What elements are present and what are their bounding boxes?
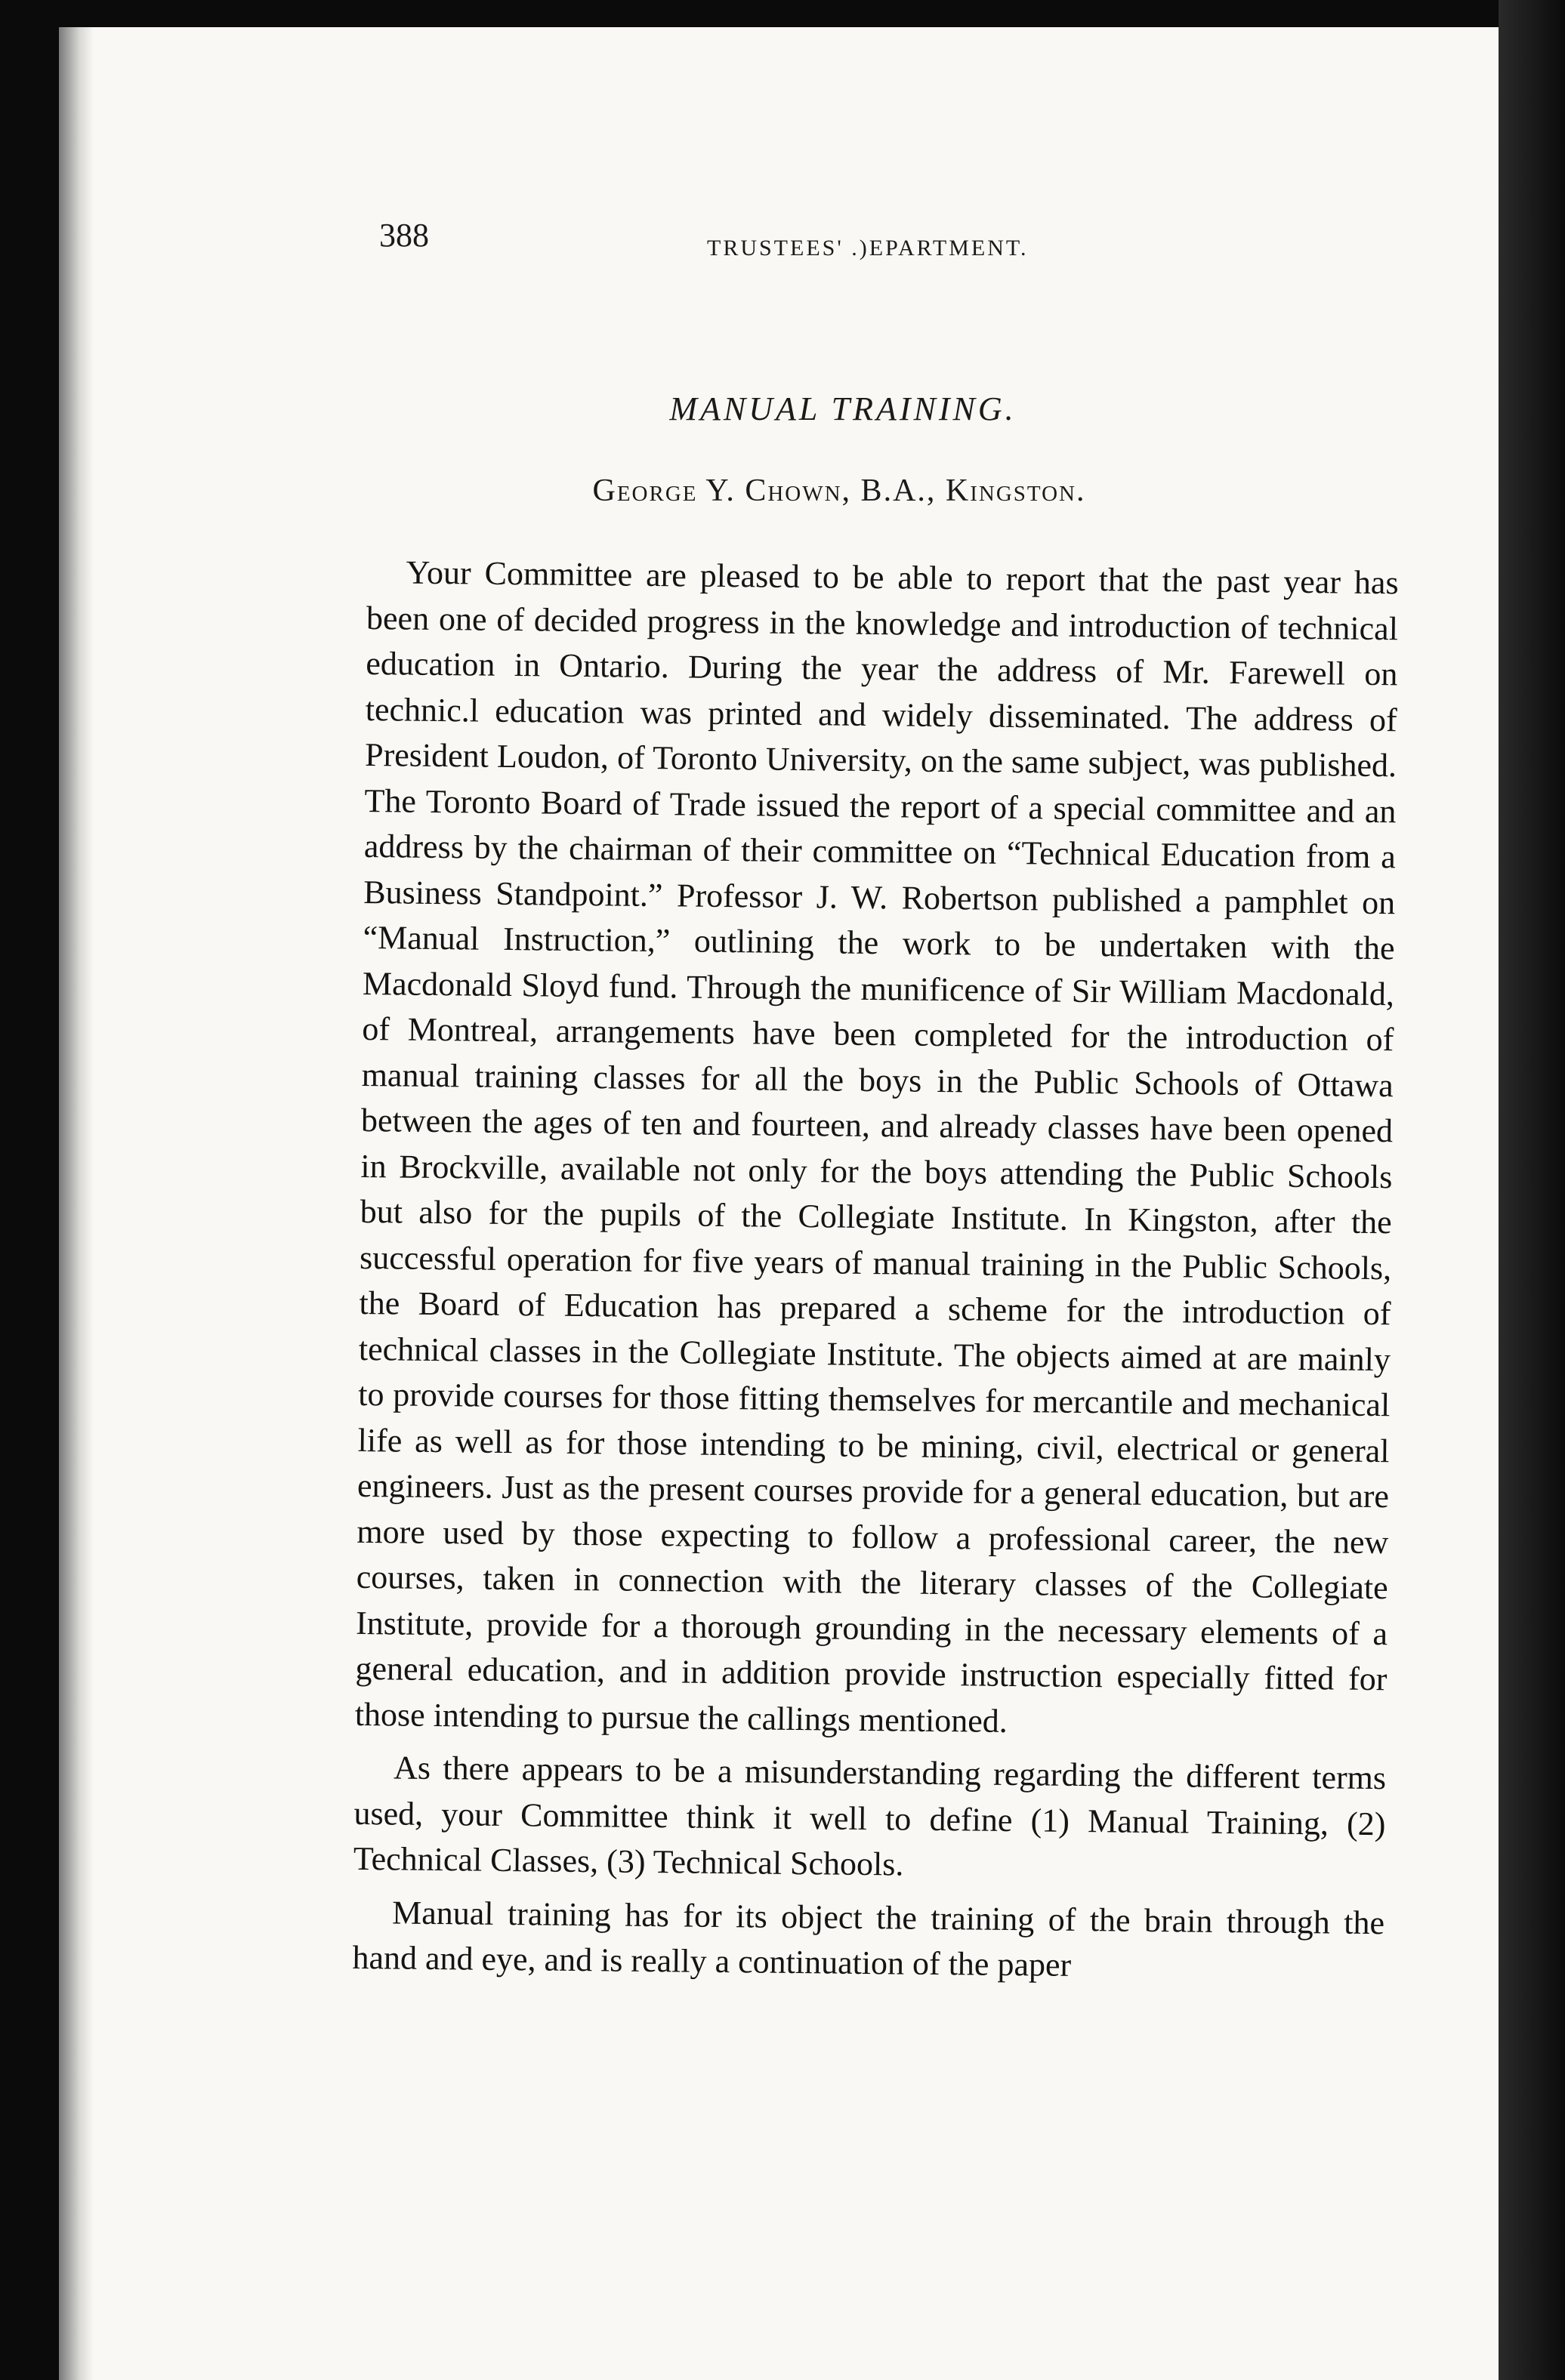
- article-author: George Y. Chown, B.A., Kingston.: [592, 473, 1086, 508]
- scan-right-edge: [1499, 0, 1565, 2380]
- paragraph-2: As there appears to be a misunderstanding regarding the different terms used, your Committee think it well to define (1) Manual Training, (2) Technical Classes, (3) Technical Schools.: [353, 1749, 1387, 1883]
- article-body: [352, 550, 1399, 1992]
- scan-top-edge: [0, 0, 1565, 27]
- running-head: TRUSTEES' .)EPARTMENT.: [707, 236, 1029, 261]
- article-title: MANUAL TRAINING.: [669, 390, 1017, 427]
- paragraph-3: Manual training has for its object the training of the brain through the hand and eye, and is really a continuation of the paper: [352, 1893, 1385, 1984]
- page-number: 388: [379, 217, 429, 254]
- paragraph-1: Your Committee are pleased to be able to report that the past year has been one of decided progress in the knowledge and introduction of technical education in Ontario. During the year the address of Mr. Farewell on technic.l education was printed and widely disseminated. The address of President Loudon, of Toronto University, on the same subject, was published. The Toronto Board of Trade issued the report of a special committee and an address by the chairman of their committee on “Technical Education from a Business Standpoint.” Professor J. W. Robertson published a pamphlet on “Manual Instruction,” outlining the work to be undertaken with the Macdonald Sloyd fund. Through the munificence of Sir William Macdonald, of Montreal, arrangements have been completed for the introduction of manual training classes for all the boys in the Public Schools of Ottawa between the ages of ten and fourteen, and already classes have been opened in Brockville, available not only for the boys attending the Public Schools but also for the pupils of the Collegiate Institute. In Kingston, after the successful operation for five years of manual training in the Public Schools, the Board of Education has prepared a scheme for the introduction of technical classes in the Collegiate Institute. The objects aimed at are mainly to provide courses for those fitting themselves for mercantile and mechanical life as well as for those intending to be mining, civil, electrical or general engineers. Just as the present courses provide for a general education, but are more used by those expecting to follow a professional career, the new courses, taken in connection with the literary classes of the Collegiate Institute, provide for a thorough grounding in the necessary elements of a general education, and in addition provide instruction especially fitted for those intending to pursue the callings mentioned.: [354, 553, 1399, 1740]
- spine-shadow: [59, 27, 94, 2380]
